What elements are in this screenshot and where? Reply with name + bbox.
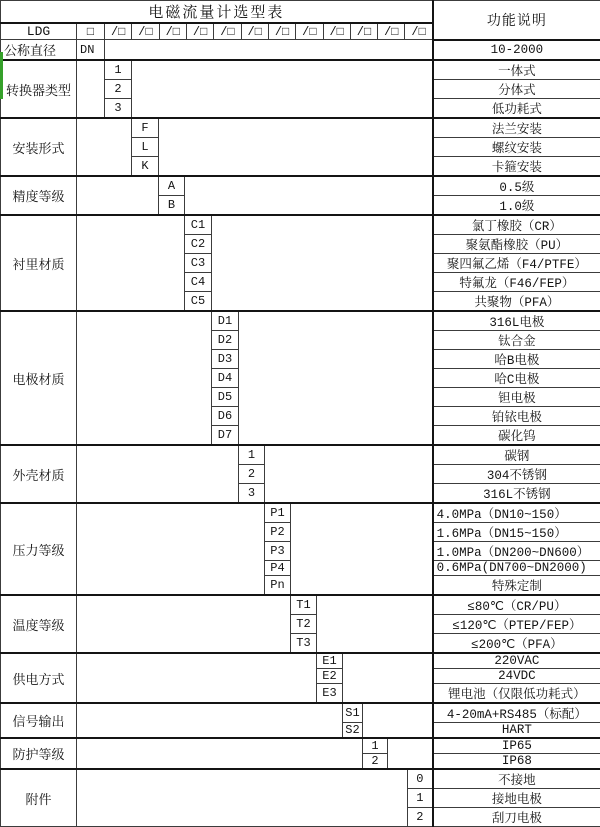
desc-cell: IP65 — [433, 738, 600, 754]
desc-cell: 220VAC — [433, 653, 600, 669]
desc-cell: 特殊定制 — [433, 576, 600, 596]
desc-cell: 特氟龙（F46/FEP） — [433, 273, 600, 292]
model-slot: /□ — [268, 24, 295, 39]
code-cell: D5 — [212, 388, 239, 407]
desc-cell: ≤200℃（PFA） — [433, 634, 600, 654]
desc-cell: 4-20mA+RS485（标配） — [433, 703, 600, 723]
code-cell: 2 — [239, 465, 265, 484]
code-cell: 2 — [105, 80, 132, 99]
code-cell: T2 — [291, 615, 317, 634]
desc-cell: 铂铱电极 — [433, 407, 600, 426]
model-slot: /□ — [295, 24, 322, 39]
model-slot: /□ — [213, 24, 240, 39]
desc-cell: 共聚物（PFA） — [433, 292, 600, 312]
table-title: 电磁流量计选型表 — [1, 1, 433, 24]
code-cell: D1 — [212, 311, 239, 331]
code-cell: K — [132, 157, 159, 177]
spacer-cell — [77, 311, 212, 445]
code-cell: 1 — [239, 445, 265, 465]
category-label: 转换器类型 — [1, 60, 77, 118]
spacer-cell — [132, 60, 433, 118]
desc-cell: 1.0级 — [433, 196, 600, 216]
code-cell: D4 — [212, 369, 239, 388]
code-cell: A — [159, 176, 185, 196]
desc-cell: 1.0MPa（DN200~DN600） — [433, 542, 600, 561]
desc-cell: 接地电极 — [433, 789, 600, 808]
code-cell: 1 — [105, 60, 132, 80]
desc-cell: 316L电极 — [433, 311, 600, 331]
category-label: 电极材质 — [1, 311, 77, 445]
function-description-header: 功能说明 — [433, 1, 600, 40]
desc-cell: ≤120℃（PTEP/FEP） — [433, 615, 600, 634]
desc-cell: ≤80℃（CR/PU） — [433, 595, 600, 615]
code-cell: 1 — [408, 789, 433, 808]
desc-cell: 分体式 — [433, 80, 600, 99]
model-slot: /□ — [377, 24, 404, 39]
code-cell: E1 — [317, 653, 343, 669]
desc-cell: 10-2000 — [433, 40, 600, 61]
spacer-cell — [77, 738, 363, 769]
code-cell: DN — [77, 40, 105, 61]
category-label: 信号输出 — [1, 703, 77, 738]
code-cell: P2 — [265, 523, 291, 542]
category-label: 精度等级 — [1, 176, 77, 215]
code-cell: E3 — [317, 684, 343, 704]
desc-cell: 刮刀电极 — [433, 808, 600, 827]
desc-cell: 卡箍安装 — [433, 157, 600, 177]
desc-cell: 316L不锈钢 — [433, 484, 600, 504]
spacer-cell — [77, 769, 408, 827]
desc-cell: HART — [433, 723, 600, 739]
model-prefix: LDG — [1, 23, 77, 40]
code-cell: E2 — [317, 669, 343, 684]
code-cell: C3 — [185, 254, 212, 273]
desc-cell: 碳钢 — [433, 445, 600, 465]
model-slot: /□ — [350, 24, 377, 39]
category-label: 压力等级 — [1, 503, 77, 595]
desc-cell: 0.5级 — [433, 176, 600, 196]
model-slot: /□ — [241, 24, 268, 39]
category-label: 防护等级 — [1, 738, 77, 769]
code-cell: C5 — [185, 292, 212, 312]
desc-cell: 不接地 — [433, 769, 600, 789]
desc-cell: 4.0MPa（DN10~150） — [433, 503, 600, 523]
desc-cell: 法兰安装 — [433, 118, 600, 138]
code-cell: 2 — [408, 808, 433, 827]
code-cell: D7 — [212, 426, 239, 446]
spacer-cell — [363, 703, 433, 738]
category-label: 公称直径 — [1, 40, 77, 61]
code-cell: B — [159, 196, 185, 216]
code-cell: P1 — [265, 503, 291, 523]
spacer-cell — [212, 215, 433, 311]
spacer-cell — [291, 503, 433, 595]
desc-cell: 304不锈钢 — [433, 465, 600, 484]
spacer-cell — [77, 118, 132, 176]
code-cell: L — [132, 138, 159, 157]
desc-cell: 低功耗式 — [433, 99, 600, 119]
model-box: □ — [77, 23, 105, 40]
code-cell: S2 — [343, 723, 363, 739]
model-slot: /□ — [159, 24, 186, 39]
desc-cell: 聚四氟乙烯（F4/PTFE） — [433, 254, 600, 273]
desc-cell: 聚氨酯橡胶（PU） — [433, 235, 600, 254]
code-cell: C1 — [185, 215, 212, 235]
model-slot: /□ — [323, 24, 350, 39]
category-label: 供电方式 — [1, 653, 77, 703]
spacer-cell — [265, 445, 433, 503]
model-slot: /□ — [131, 24, 158, 39]
code-cell: S1 — [343, 703, 363, 723]
code-cell: D6 — [212, 407, 239, 426]
code-cell: T1 — [291, 595, 317, 615]
code-cell: T3 — [291, 634, 317, 654]
category-label: 衬里材质 — [1, 215, 77, 311]
spacer-cell — [343, 653, 433, 703]
spacer-cell — [317, 595, 433, 653]
desc-cell: IP68 — [433, 754, 600, 770]
desc-cell: 钽电极 — [433, 388, 600, 407]
model-slot-strip — [105, 23, 433, 40]
code-cell: 0 — [408, 769, 433, 789]
code-cell: F — [132, 118, 159, 138]
scan-artifact-green-strip — [0, 52, 3, 99]
desc-cell: 一体式 — [433, 60, 600, 80]
spacer-cell — [239, 311, 433, 445]
desc-cell: 哈C电极 — [433, 369, 600, 388]
spacer-cell — [77, 445, 239, 503]
desc-cell: 锂电池（仅限低功耗式） — [433, 684, 600, 704]
spacer-cell — [185, 176, 433, 215]
spacer-cell — [77, 703, 343, 738]
spacer-cell — [105, 40, 433, 61]
code-cell: Pn — [265, 576, 291, 596]
desc-cell: 1.6MPa（DN15~150） — [433, 523, 600, 542]
desc-cell: 碳化钨 — [433, 426, 600, 446]
model-slot: /□ — [110, 24, 126, 39]
model-slot: /□ — [186, 24, 213, 39]
code-cell: 3 — [239, 484, 265, 504]
code-cell: C2 — [185, 235, 212, 254]
code-cell: 2 — [363, 754, 388, 770]
category-label: 温度等级 — [1, 595, 77, 653]
desc-cell: 哈B电极 — [433, 350, 600, 369]
category-label: 外壳材质 — [1, 445, 77, 503]
code-cell: P4 — [265, 561, 291, 576]
code-cell: 1 — [363, 738, 388, 754]
model-slots — [105, 24, 432, 39]
spacer-cell — [77, 595, 291, 653]
desc-cell: 钛合金 — [433, 331, 600, 350]
desc-cell: 24VDC — [433, 669, 600, 684]
code-cell: D2 — [212, 331, 239, 350]
code-cell: D3 — [212, 350, 239, 369]
desc-cell: 螺纹安装 — [433, 138, 600, 157]
spacer-cell — [77, 60, 105, 118]
desc-cell: 0.6MPa(DN700~DN2000) — [433, 561, 600, 576]
model-slot: /□ — [404, 24, 431, 39]
spacer-cell — [77, 653, 317, 703]
code-cell: 3 — [105, 99, 132, 119]
category-label: 附件 — [1, 769, 77, 827]
code-cell: P3 — [265, 542, 291, 561]
spacer-cell — [388, 738, 433, 769]
spacer-cell — [77, 503, 265, 595]
spacer-cell — [77, 215, 185, 311]
desc-cell: 氯丁橡胶（CR） — [433, 215, 600, 235]
category-label: 安装形式 — [1, 118, 77, 176]
spacer-cell — [77, 176, 159, 215]
code-cell: C4 — [185, 273, 212, 292]
spacer-cell — [159, 118, 433, 176]
